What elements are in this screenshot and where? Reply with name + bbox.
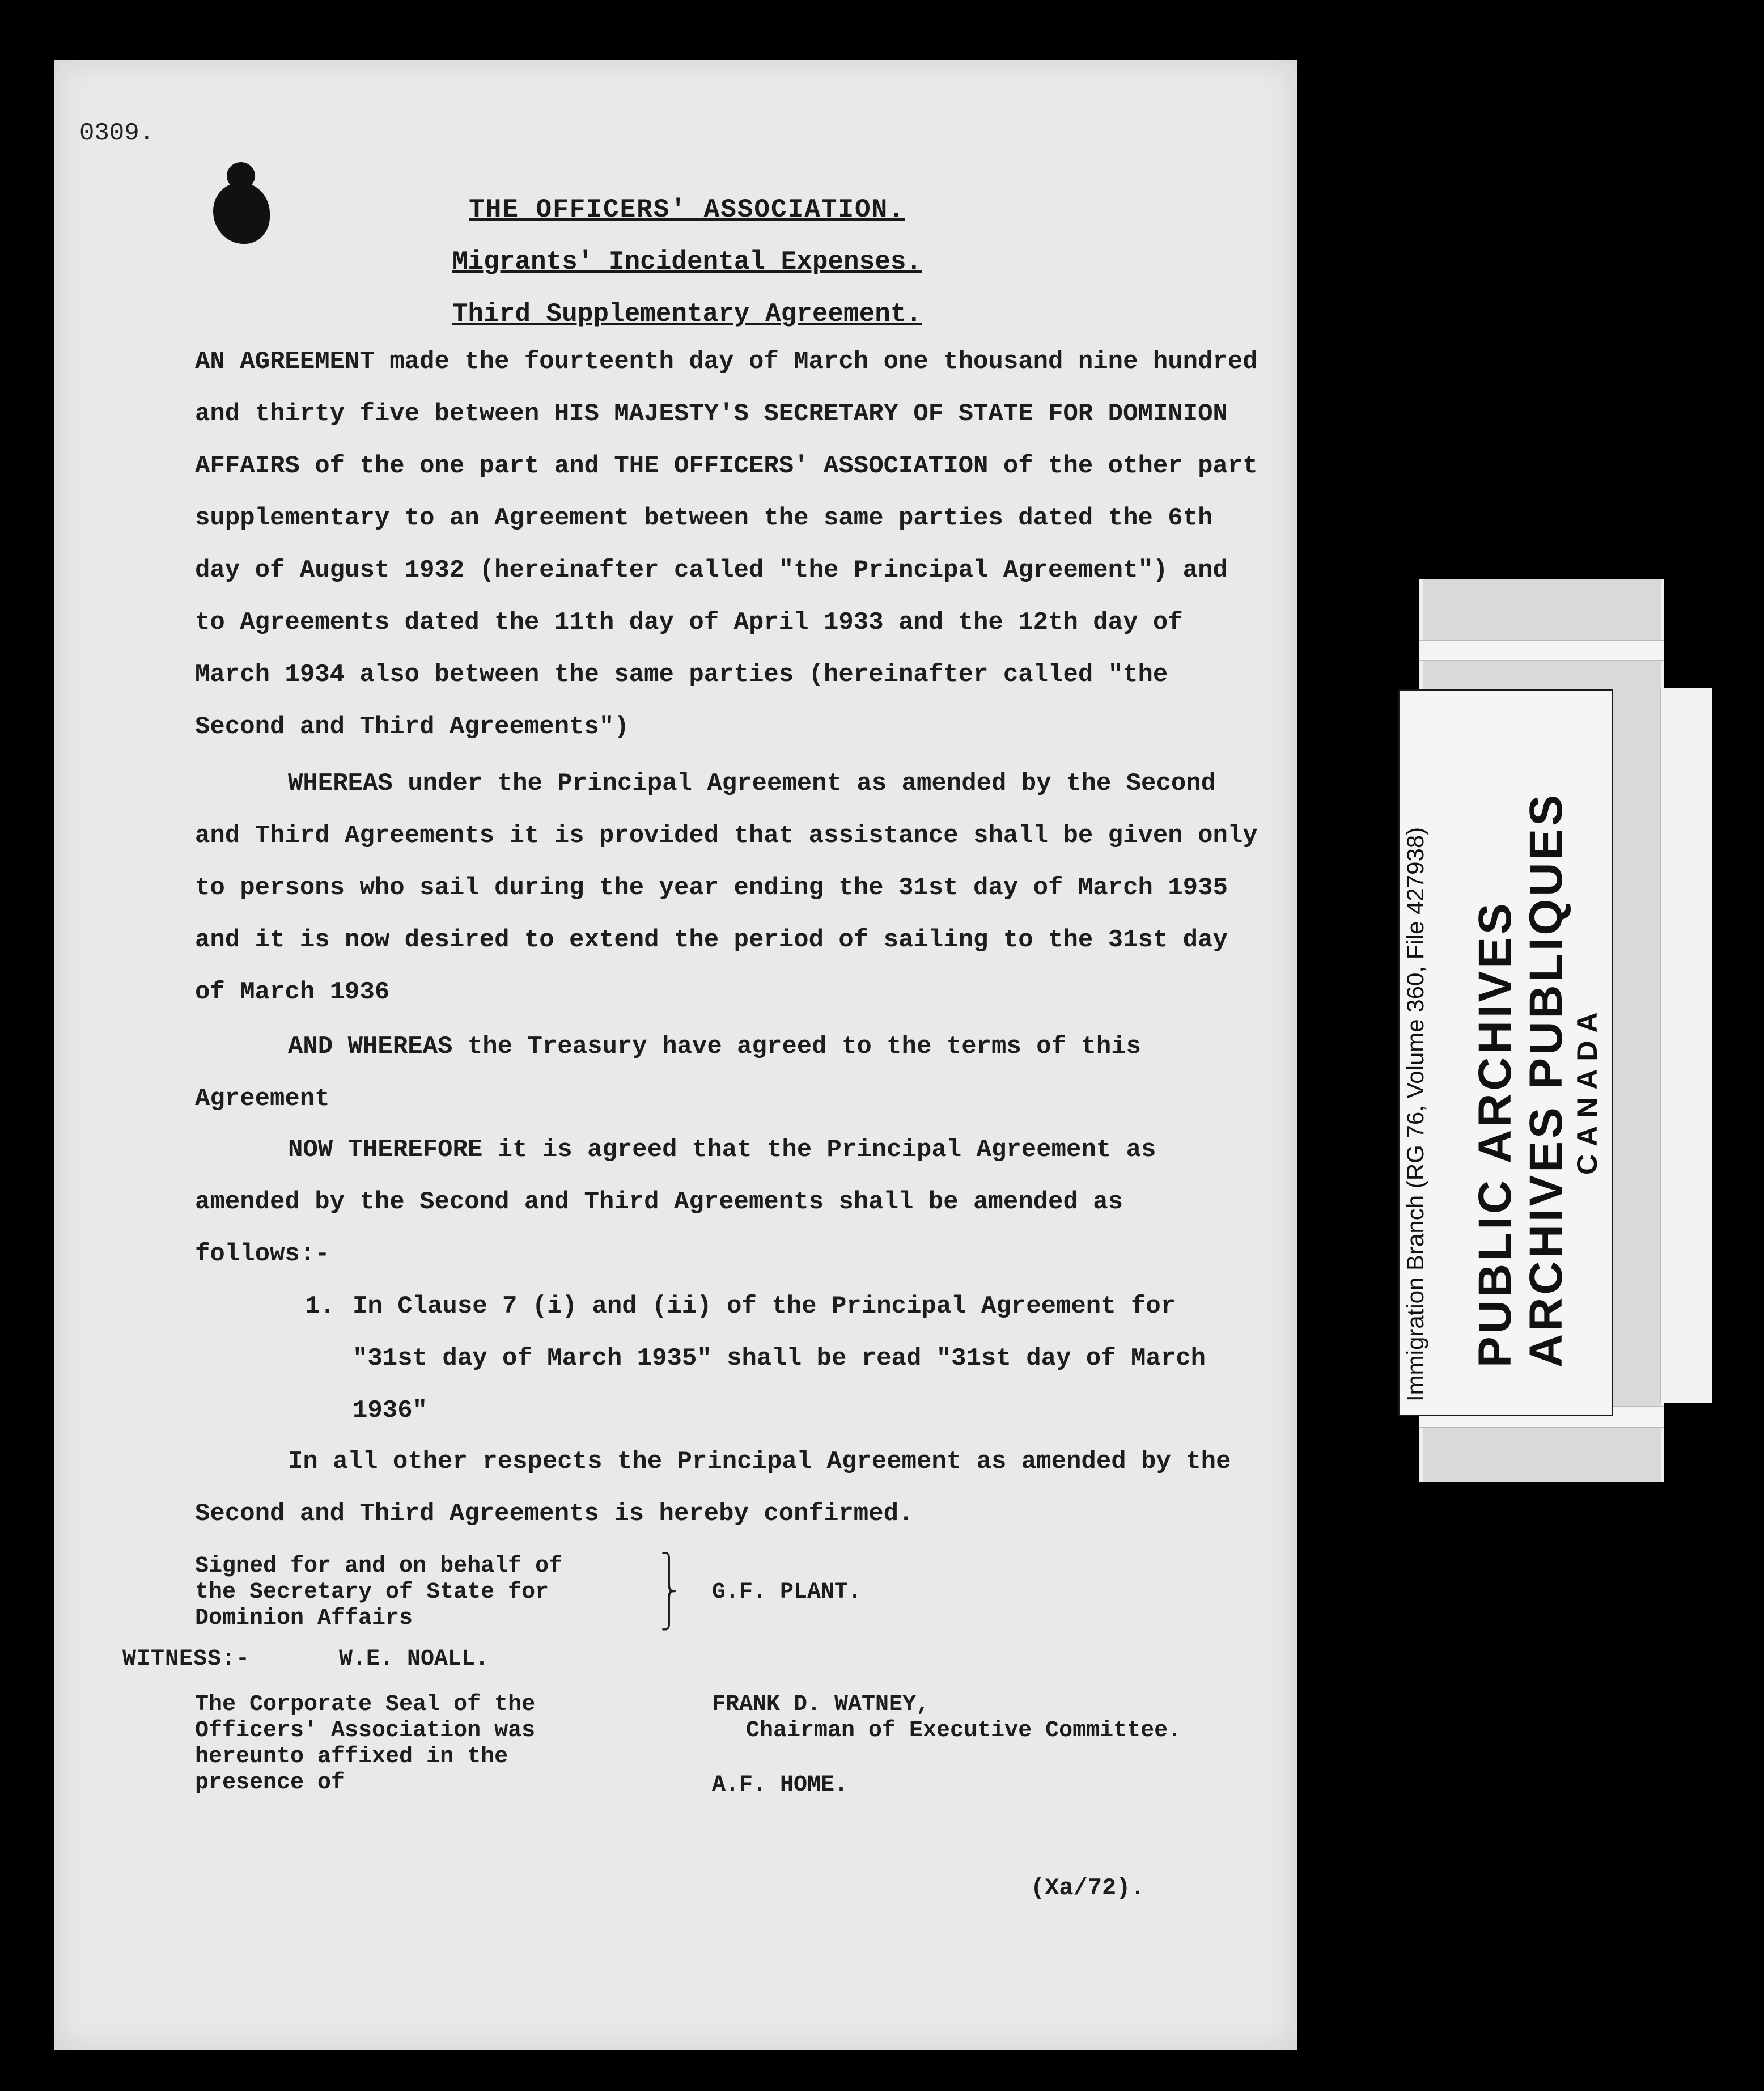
whereas-paragraph: WHEREAS under the Principal Agreement as amended by the Second and Third Agreements it is provided that assistance shall be given only to persons who sail during the year ending the 31st day of March 1935 and it is now desired to extend the period of sailing to the 31st day of March 1936: [195, 769, 1258, 1006]
confirmation-paragraph: In all other respects the Principal Agreement as amended by the Second and Third Agreements is hereby confirmed.: [195, 1447, 1231, 1528]
witness-label: WITNESS:-: [122, 1646, 251, 1672]
brace-mark: ⎫ ⎬ ⎭: [662, 1555, 676, 1632]
signature-line-3: Dominion Affairs: [195, 1606, 413, 1631]
seal-statement: [195, 1692, 626, 1796]
archives-publiques-line: ARCHIVES PUBLIQUES: [1520, 792, 1572, 1368]
clause-text: In Clause 7 (i) and (ii) of the Principal Agreement for "31st day of March 1935" shall be read "31st day of March 1936": [353, 1292, 1206, 1425]
archive-label: [1398, 689, 1613, 1416]
country-line: CANADA: [1571, 1004, 1603, 1175]
seal-line-2: Officers' Association was: [195, 1718, 536, 1743]
witness-name: W.E. NOALL.: [339, 1646, 489, 1672]
representative-title: Chairman of Executive Committee.: [746, 1718, 1182, 1743]
representative-name: FRANK D. WATNEY,: [712, 1692, 930, 1717]
preamble-paragraph: AN AGREEMENT made the fourteenth day of March one thousand nine hundred and thirty five between HIS MAJESTY'S SECRETARY OF STATE FOR DOMINION AFFAIRS of the one part and THE OFFICERS' ASSOCIATION of the other part supplementary to an Agreement between the same parties dated the 6th day of August 1932 (hereinafter called "the Principal Agreement") and to Agreements dated the 11th day of April 1933 and the 12th day of March 1934 also between the same parties (hereinafter called "the Second and Third Agreements"): [195, 348, 1258, 741]
public-archives-line: PUBLIC ARCHIVES: [1469, 900, 1521, 1368]
signature-statement: [195, 1554, 648, 1632]
secretary-name: A.F. HOME.: [712, 1772, 849, 1798]
archive-branch-line: Immigration Branch (RG 76, Volume 360, File 427938): [1402, 827, 1428, 1402]
archive-label-text: [1401, 704, 1610, 1402]
document-subtitle: Migrants' Incidental Expenses.: [452, 247, 922, 277]
now-therefore-paragraph: NOW THEREFORE it is agreed that the Principal Agreement as amended by the Second and Third Agreements shall be amended as follows:-: [195, 1136, 1156, 1268]
seal-line-4: presence of: [195, 1770, 345, 1796]
tape-tab: [1660, 688, 1712, 1403]
document-heading: Third Supplementary Agreement.: [452, 299, 922, 329]
signature-line-1: Signed for and on behalf of: [195, 1554, 563, 1579]
signature-line-2: the Secretary of State for: [195, 1580, 549, 1605]
document-reference: (Xa/72).: [1031, 1874, 1145, 1902]
and-whereas-paragraph: AND WHEREAS the Treasury have agreed to the terms of this Agreement: [195, 1032, 1142, 1113]
signatory-name: G.F. PLANT.: [712, 1580, 862, 1605]
seal-line-3: hereunto affixed in the: [195, 1744, 508, 1770]
tape-fold: [1419, 640, 1664, 661]
document-serial: 0309.: [79, 119, 155, 147]
seal-line-1: The Corporate Seal of the: [195, 1692, 536, 1717]
document-title: THE OFFICERS' ASSOCIATION.: [469, 195, 905, 225]
clause-number: 1.: [305, 1292, 335, 1320]
